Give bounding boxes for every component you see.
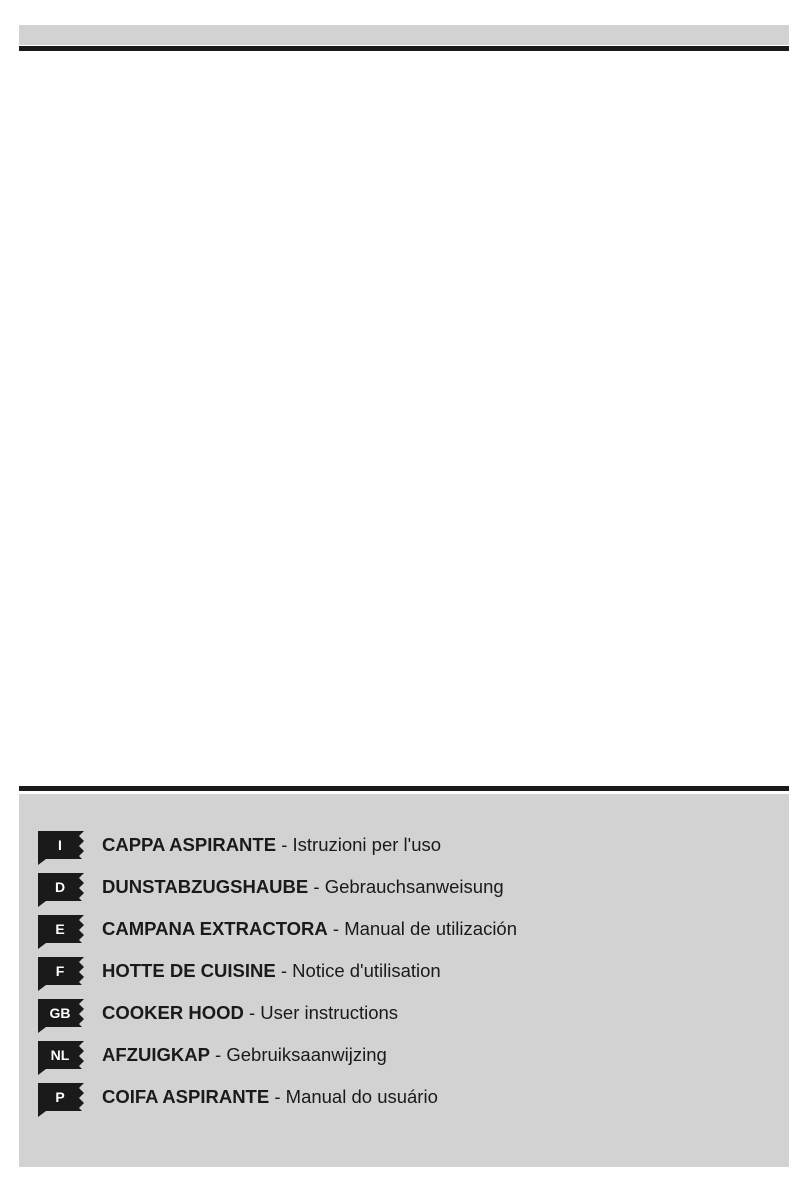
language-code: NL bbox=[50, 1047, 70, 1063]
language-row-nl bbox=[19, 1041, 789, 1075]
language-subtitle: User instructions bbox=[260, 1002, 399, 1023]
language-subtitle: Manual de utilización bbox=[344, 918, 518, 939]
language-code: P bbox=[55, 1089, 65, 1105]
language-tag-icon bbox=[38, 1083, 84, 1117]
language-title: CAMPANA EXTRACTORA bbox=[102, 918, 328, 939]
language-title: COOKER HOOD bbox=[102, 1002, 244, 1023]
language-title: AFZUIGKAP bbox=[102, 1044, 210, 1065]
language-entry bbox=[102, 831, 441, 859]
language-separator: - bbox=[209, 1044, 227, 1065]
language-separator: - bbox=[308, 876, 325, 897]
language-code: E bbox=[55, 921, 65, 937]
language-subtitle: Istruzioni per l'uso bbox=[292, 834, 442, 855]
language-row-d bbox=[19, 873, 789, 907]
language-tag-icon bbox=[38, 999, 84, 1033]
language-title: CAPPA ASPIRANTE bbox=[102, 834, 277, 855]
language-code: I bbox=[58, 837, 62, 853]
cover-blank-area bbox=[19, 51, 789, 786]
language-tag-icon bbox=[38, 1041, 84, 1075]
language-tag-icon bbox=[38, 873, 84, 907]
language-title: HOTTE DE CUISINE bbox=[102, 960, 276, 981]
language-code: D bbox=[54, 879, 66, 895]
language-subtitle: Gebrauchsanweisung bbox=[324, 876, 504, 897]
language-separator: - bbox=[327, 918, 345, 939]
top-gray-band bbox=[19, 25, 789, 45]
language-row-e bbox=[19, 915, 789, 949]
language-row-i bbox=[19, 831, 789, 865]
bottom-black-rule bbox=[19, 786, 789, 791]
language-subtitle: Gebruiksaanwijzing bbox=[226, 1044, 387, 1065]
language-title: DUNSTABZUGSHAUBE bbox=[102, 876, 309, 897]
language-separator: - bbox=[269, 1086, 286, 1107]
language-subtitle: Notice d'utilisation bbox=[292, 960, 441, 981]
language-code: GB bbox=[49, 1005, 71, 1021]
language-code: F bbox=[55, 963, 65, 979]
language-row-gb bbox=[19, 999, 789, 1033]
language-tag-icon bbox=[38, 915, 84, 949]
language-entry bbox=[102, 1041, 387, 1069]
language-entry bbox=[102, 957, 441, 985]
language-separator: - bbox=[275, 960, 293, 981]
language-list-panel bbox=[19, 794, 789, 1167]
language-row-f bbox=[19, 957, 789, 991]
language-separator: - bbox=[276, 834, 293, 855]
language-entry bbox=[102, 999, 398, 1027]
language-entry bbox=[102, 915, 517, 943]
language-entry bbox=[102, 873, 504, 901]
language-subtitle: Manual do usuário bbox=[285, 1086, 438, 1107]
language-separator: - bbox=[243, 1002, 261, 1023]
language-tag-icon bbox=[38, 831, 84, 865]
language-tag-icon bbox=[38, 957, 84, 991]
language-row-p bbox=[19, 1083, 789, 1117]
language-title: COIFA ASPIRANTE bbox=[102, 1086, 270, 1107]
language-entry bbox=[102, 1083, 438, 1111]
